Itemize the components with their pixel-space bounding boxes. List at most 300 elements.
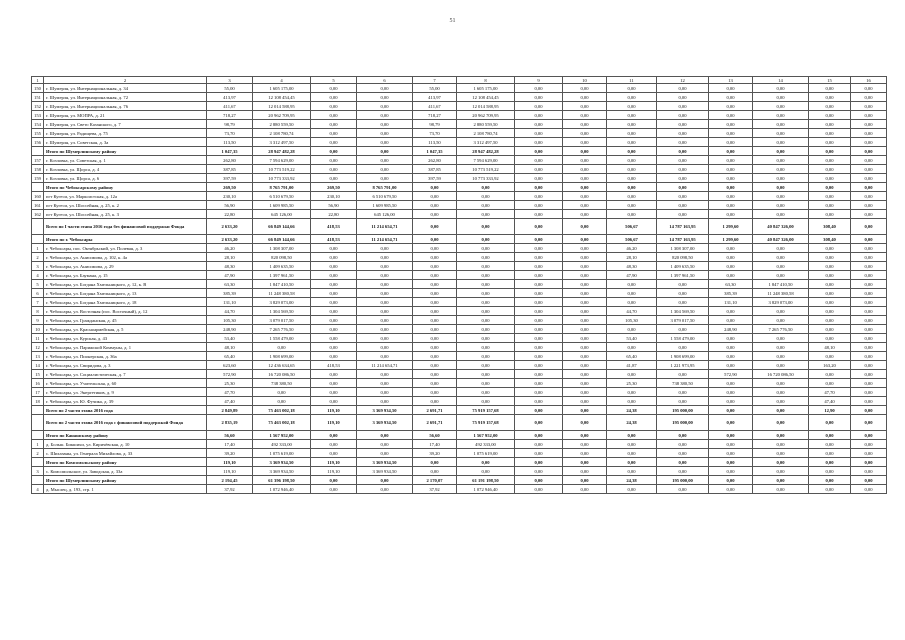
value-cell: 0,00 bbox=[851, 352, 887, 361]
value-cell: 0,00 bbox=[563, 174, 607, 183]
value-cell: 0,00 bbox=[515, 183, 563, 192]
column-header: 11 bbox=[607, 77, 657, 84]
value-cell: 55,00 bbox=[413, 84, 457, 93]
value-cell: 1 567 952,00 bbox=[457, 431, 515, 440]
value-cell: 0,00 bbox=[457, 253, 515, 262]
row-number-cell: 15 bbox=[32, 370, 44, 379]
column-number-row bbox=[32, 77, 887, 84]
value-cell: 0,00 bbox=[657, 485, 709, 494]
value-cell: 0,00 bbox=[357, 370, 413, 379]
value-cell: 308,40 bbox=[809, 219, 851, 235]
value-cell: 119,10 bbox=[311, 458, 357, 467]
value-cell: 66 849 144,66 bbox=[253, 235, 311, 244]
value-cell: 3 829 073,00 bbox=[753, 298, 809, 307]
value-cell: 0,00 bbox=[253, 397, 311, 406]
table-row bbox=[32, 262, 887, 271]
column-header: 12 bbox=[657, 77, 709, 84]
value-cell: 0,00 bbox=[413, 325, 457, 334]
value-cell: 0,00 bbox=[809, 120, 851, 129]
value-cell: 0,00 bbox=[311, 476, 357, 485]
value-cell: 0,00 bbox=[311, 111, 357, 120]
value-cell: 0,00 bbox=[709, 361, 753, 370]
value-cell: 738 380,50 bbox=[253, 379, 311, 388]
value-cell: 0,00 bbox=[515, 467, 563, 476]
value-cell: 0,00 bbox=[709, 307, 753, 316]
value-cell: 0,00 bbox=[515, 449, 563, 458]
value-cell: 0,00 bbox=[413, 244, 457, 253]
value-cell: 0,00 bbox=[809, 485, 851, 494]
value-cell: 0,00 bbox=[515, 316, 563, 325]
value-cell: 0,00 bbox=[657, 289, 709, 298]
table-row bbox=[32, 102, 887, 111]
value-cell: 230,10 bbox=[311, 192, 357, 201]
value-cell: 0,00 bbox=[709, 253, 753, 262]
value-cell: 0,00 bbox=[753, 102, 809, 111]
value-cell: 0,00 bbox=[709, 201, 753, 210]
value-cell: 0,00 bbox=[457, 262, 515, 271]
value-cell: 0,00 bbox=[253, 343, 311, 352]
value-cell: 47,70 bbox=[207, 388, 253, 397]
value-cell: 0,00 bbox=[809, 192, 851, 201]
value-cell: 0,00 bbox=[515, 361, 563, 370]
value-cell: 0,00 bbox=[563, 485, 607, 494]
value-cell: 41,87 bbox=[607, 361, 657, 370]
value-cell: 0,00 bbox=[607, 388, 657, 397]
value-cell: 0,00 bbox=[709, 210, 753, 219]
value-cell: 0,00 bbox=[515, 201, 563, 210]
value-cell: 163,20 bbox=[809, 361, 851, 370]
value-cell: 0,00 bbox=[311, 370, 357, 379]
value-cell: 411,67 bbox=[413, 102, 457, 111]
value-cell: 0,00 bbox=[563, 111, 607, 120]
address-cell: г. Чебоксары, ул. Богдана Хмельницкого, д. 13 bbox=[44, 289, 207, 298]
value-cell: 0,00 bbox=[809, 183, 851, 192]
value-cell: 63,30 bbox=[709, 280, 753, 289]
value-cell: 0,00 bbox=[709, 406, 753, 415]
value-cell: 0,00 bbox=[357, 298, 413, 307]
value-cell: 105,30 bbox=[607, 316, 657, 325]
value-cell: 0,00 bbox=[413, 289, 457, 298]
value-cell: 17,40 bbox=[413, 440, 457, 449]
value-cell: 1 299,60 bbox=[709, 235, 753, 244]
value-cell: 1 308 307,00 bbox=[253, 244, 311, 253]
value-cell: 3 369 934,50 bbox=[357, 467, 413, 476]
value-cell: 0,00 bbox=[709, 415, 753, 431]
value-cell: 0,00 bbox=[851, 467, 887, 476]
value-cell: 7 265 776,50 bbox=[753, 325, 809, 334]
value-cell: 387,85 bbox=[207, 165, 253, 174]
column-header: 14 bbox=[753, 77, 809, 84]
value-cell: 0,00 bbox=[709, 431, 753, 440]
value-cell: 1 072 946,40 bbox=[253, 485, 311, 494]
value-cell: 0,00 bbox=[563, 192, 607, 201]
value-cell: 0,00 bbox=[753, 307, 809, 316]
value-cell: 1 072 946,40 bbox=[457, 485, 515, 494]
value-cell: 0,00 bbox=[753, 165, 809, 174]
value-cell: 0,00 bbox=[515, 458, 563, 467]
value-cell: 28,10 bbox=[607, 253, 657, 262]
value-cell: 0,00 bbox=[311, 334, 357, 343]
value-cell: 0,00 bbox=[457, 235, 515, 244]
table-row bbox=[32, 120, 887, 129]
value-cell: 28 947 482,28 bbox=[457, 147, 515, 156]
value-cell: 10 773 519,22 bbox=[457, 165, 515, 174]
value-cell: 262,80 bbox=[207, 156, 253, 165]
value-cell: 75 463 002,18 bbox=[253, 406, 311, 415]
value-cell: 1 609 985,50 bbox=[357, 201, 413, 210]
value-cell: 56,90 bbox=[207, 201, 253, 210]
data-table bbox=[31, 76, 887, 494]
value-cell: 0,00 bbox=[851, 156, 887, 165]
value-cell: 0,00 bbox=[457, 192, 515, 201]
value-cell: 0,00 bbox=[607, 298, 657, 307]
value-cell: 1 221 973,95 bbox=[657, 361, 709, 370]
value-cell: 0,00 bbox=[709, 111, 753, 120]
row-number-cell: 4 bbox=[32, 271, 44, 280]
value-cell: 3 312 497,50 bbox=[253, 138, 311, 147]
value-cell: 0,00 bbox=[809, 253, 851, 262]
value-cell: 645 126,00 bbox=[357, 210, 413, 219]
value-cell: 0,00 bbox=[515, 431, 563, 440]
value-cell: 0,00 bbox=[809, 111, 851, 120]
value-cell: 0,00 bbox=[657, 449, 709, 458]
value-cell: 56,90 bbox=[311, 201, 357, 210]
value-cell: 738 380,50 bbox=[657, 379, 709, 388]
column-header: 4 bbox=[253, 77, 311, 84]
value-cell: 0,00 bbox=[657, 192, 709, 201]
address-cell: г. Шумерля, ул. Советская, д. 3а bbox=[44, 138, 207, 147]
value-cell: 113,50 bbox=[413, 138, 457, 147]
value-cell: 0,00 bbox=[753, 352, 809, 361]
value-cell: 7 594 629,00 bbox=[457, 156, 515, 165]
value-cell: 0,00 bbox=[311, 397, 357, 406]
value-cell: 0,00 bbox=[311, 253, 357, 262]
value-cell: 0,00 bbox=[657, 120, 709, 129]
value-cell: 0,00 bbox=[753, 397, 809, 406]
value-cell: 1 409 635,50 bbox=[657, 262, 709, 271]
value-cell: 195 000,00 bbox=[657, 406, 709, 415]
value-cell: 0,00 bbox=[657, 165, 709, 174]
value-cell: 0,00 bbox=[563, 289, 607, 298]
value-cell: 0,00 bbox=[607, 129, 657, 138]
value-cell: 0,00 bbox=[709, 165, 753, 174]
value-cell: 0,00 bbox=[809, 280, 851, 289]
address-cell: пгт Кугеси, ул. Шоссейная, д. 25, к. 2 bbox=[44, 201, 207, 210]
table-row bbox=[32, 379, 887, 388]
value-cell: 0,00 bbox=[607, 156, 657, 165]
value-cell: 0,00 bbox=[413, 298, 457, 307]
value-cell: 14 787 163,95 bbox=[657, 219, 709, 235]
address-cell: г. Шумерля, ул. Интернациональная, д. 72 bbox=[44, 93, 207, 102]
value-cell: 0,00 bbox=[357, 440, 413, 449]
value-cell: 131,10 bbox=[709, 298, 753, 307]
address-cell: Всего по 2 части этапа 2016 года bbox=[44, 406, 207, 415]
value-cell: 39,20 bbox=[207, 449, 253, 458]
value-cell: 119,10 bbox=[207, 458, 253, 467]
value-cell: 0,00 bbox=[753, 174, 809, 183]
value-cell: 0,00 bbox=[457, 298, 515, 307]
value-cell: 0,00 bbox=[809, 93, 851, 102]
column-header: 13 bbox=[709, 77, 753, 84]
value-cell: 0,00 bbox=[563, 201, 607, 210]
value-cell: 0,00 bbox=[607, 467, 657, 476]
address-cell: г. Чебоксары, ул. Восточная (пос. Восточный), д. 12 bbox=[44, 307, 207, 316]
address-cell: Всего по I части этапа 2016 года без финансовой поддержки Фонда bbox=[44, 219, 207, 235]
value-cell: 0,00 bbox=[563, 271, 607, 280]
value-cell: 0,00 bbox=[851, 174, 887, 183]
address-cell: г. Козловка, ул. Советская, д. 1 bbox=[44, 156, 207, 165]
row-number-cell: 157 bbox=[32, 156, 44, 165]
value-cell: 0,00 bbox=[607, 280, 657, 289]
value-cell: 98,79 bbox=[413, 120, 457, 129]
value-cell: 0,00 bbox=[515, 111, 563, 120]
value-cell: 0,00 bbox=[753, 120, 809, 129]
value-cell: 119,10 bbox=[311, 467, 357, 476]
table-row bbox=[32, 174, 887, 183]
row-number-cell: 2 bbox=[32, 449, 44, 458]
value-cell: 0,00 bbox=[709, 183, 753, 192]
address-cell: Итого по г. Чебоксары bbox=[44, 235, 207, 244]
value-cell: 0,00 bbox=[311, 138, 357, 147]
value-cell: 2 170,07 bbox=[413, 476, 457, 485]
value-cell: 0,00 bbox=[851, 307, 887, 316]
value-cell: 1 847 410,50 bbox=[253, 280, 311, 289]
value-cell: 413,97 bbox=[207, 93, 253, 102]
value-cell: 0,00 bbox=[709, 147, 753, 156]
value-cell: 0,00 bbox=[457, 183, 515, 192]
row-number-cell bbox=[32, 458, 44, 467]
value-cell: 0,00 bbox=[709, 343, 753, 352]
table-row bbox=[32, 138, 887, 147]
value-cell: 0,00 bbox=[753, 244, 809, 253]
value-cell: 0,00 bbox=[753, 334, 809, 343]
value-cell: 0,00 bbox=[413, 210, 457, 219]
value-cell: 0,00 bbox=[809, 431, 851, 440]
value-cell: 0,00 bbox=[457, 219, 515, 235]
value-cell: 0,00 bbox=[457, 361, 515, 370]
value-cell: 0,00 bbox=[311, 129, 357, 138]
value-cell: 0,00 bbox=[809, 334, 851, 343]
value-cell: 387,85 bbox=[413, 165, 457, 174]
value-cell: 2 108 780,74 bbox=[457, 129, 515, 138]
value-cell: 0,00 bbox=[709, 467, 753, 476]
value-cell: 113,50 bbox=[207, 138, 253, 147]
value-cell: 0,00 bbox=[357, 147, 413, 156]
value-cell: 0,00 bbox=[563, 325, 607, 334]
address-cell: г. Шумерля, ул. Интернациональная, д. 76 bbox=[44, 102, 207, 111]
value-cell: 0,00 bbox=[563, 406, 607, 415]
value-cell: 0,00 bbox=[709, 334, 753, 343]
address-cell: г. Чебоксары, ул. Ю. Фучика, д. 39 bbox=[44, 397, 207, 406]
value-cell: 0,00 bbox=[311, 120, 357, 129]
row-number-cell: 151 bbox=[32, 93, 44, 102]
value-cell: 0,00 bbox=[563, 210, 607, 219]
value-cell: 1 558 479,00 bbox=[657, 334, 709, 343]
value-cell: 0,00 bbox=[457, 397, 515, 406]
value-cell: 63,30 bbox=[207, 280, 253, 289]
value-cell: 0,00 bbox=[657, 138, 709, 147]
address-cell: пгт Кугеси, ул. Марксистская, д. 12а bbox=[44, 192, 207, 201]
row-number-cell: 11 bbox=[32, 334, 44, 343]
column-header: 15 bbox=[809, 77, 851, 84]
value-cell: 0,00 bbox=[311, 325, 357, 334]
value-cell: 0,00 bbox=[809, 262, 851, 271]
value-cell: 12 108 454,45 bbox=[457, 93, 515, 102]
value-cell: 0,00 bbox=[709, 271, 753, 280]
value-cell: 0,00 bbox=[753, 262, 809, 271]
value-cell: 75 919 157,68 bbox=[457, 415, 515, 431]
value-cell: 3 079 017,50 bbox=[657, 316, 709, 325]
value-cell: 0,00 bbox=[607, 440, 657, 449]
value-cell: 0,00 bbox=[607, 343, 657, 352]
table-row bbox=[32, 192, 887, 201]
value-cell: 20 962 709,95 bbox=[253, 111, 311, 120]
value-cell: 0,00 bbox=[809, 244, 851, 253]
value-cell: 0,00 bbox=[413, 262, 457, 271]
value-cell: 0,00 bbox=[563, 379, 607, 388]
subtotal-row bbox=[32, 183, 887, 192]
value-cell: 0,00 bbox=[357, 271, 413, 280]
value-cell: 0,00 bbox=[809, 415, 851, 431]
value-cell: 0,00 bbox=[413, 379, 457, 388]
value-cell: 0,00 bbox=[311, 280, 357, 289]
value-cell: 0,00 bbox=[851, 379, 887, 388]
value-cell: 20 962 709,95 bbox=[457, 111, 515, 120]
value-cell: 0,00 bbox=[357, 138, 413, 147]
value-cell: 572,90 bbox=[207, 370, 253, 379]
row-number-cell: 17 bbox=[32, 388, 44, 397]
value-cell: 0,00 bbox=[515, 244, 563, 253]
value-cell: 0,00 bbox=[357, 397, 413, 406]
column-header: 8 bbox=[457, 77, 515, 84]
value-cell: 3 312 497,50 bbox=[457, 138, 515, 147]
value-cell: 385,39 bbox=[709, 289, 753, 298]
value-cell: 66 849 144,66 bbox=[253, 219, 311, 235]
value-cell: 0,00 bbox=[413, 253, 457, 262]
value-cell: 0,00 bbox=[311, 379, 357, 388]
value-cell: 0,00 bbox=[851, 343, 887, 352]
value-cell: 0,00 bbox=[563, 467, 607, 476]
value-cell: 24,38 bbox=[607, 476, 657, 485]
value-cell: 0,00 bbox=[457, 289, 515, 298]
value-cell: 25,30 bbox=[607, 379, 657, 388]
value-cell: 0,00 bbox=[657, 325, 709, 334]
value-cell: 0,00 bbox=[357, 449, 413, 458]
value-cell: 0,00 bbox=[357, 174, 413, 183]
value-cell: 0,00 bbox=[357, 476, 413, 485]
value-cell: 0,00 bbox=[851, 210, 887, 219]
value-cell: 0,00 bbox=[311, 244, 357, 253]
value-cell: 0,00 bbox=[809, 156, 851, 165]
value-cell: 0,00 bbox=[413, 235, 457, 244]
value-cell: 3 829 073,00 bbox=[253, 298, 311, 307]
value-cell: 0,00 bbox=[515, 192, 563, 201]
value-cell: 12 436 634,65 bbox=[253, 361, 311, 370]
value-cell: 0,00 bbox=[515, 147, 563, 156]
subtotal-row bbox=[32, 406, 887, 415]
column-header: 7 bbox=[413, 77, 457, 84]
value-cell: 0,00 bbox=[311, 307, 357, 316]
value-cell: 0,00 bbox=[457, 271, 515, 280]
value-cell: 2 633,20 bbox=[207, 219, 253, 235]
value-cell: 0,00 bbox=[311, 289, 357, 298]
value-cell: 269,50 bbox=[207, 183, 253, 192]
row-number-cell: 12 bbox=[32, 343, 44, 352]
row-number-cell: 16 bbox=[32, 379, 44, 388]
value-cell: 11 214 654,71 bbox=[357, 219, 413, 235]
value-cell: 1 299,60 bbox=[709, 219, 753, 235]
row-number-cell: 1 bbox=[32, 244, 44, 253]
value-cell: 0,00 bbox=[311, 262, 357, 271]
value-cell: 195 000,00 bbox=[657, 415, 709, 431]
column-header: 10 bbox=[563, 77, 607, 84]
value-cell: 44,70 bbox=[207, 307, 253, 316]
value-cell: 0,00 bbox=[563, 129, 607, 138]
value-cell: 0,00 bbox=[457, 370, 515, 379]
value-cell: 0,00 bbox=[413, 388, 457, 397]
value-cell: 0,00 bbox=[253, 388, 311, 397]
value-cell: 3 369 934,50 bbox=[357, 415, 413, 431]
value-cell: 24,38 bbox=[607, 415, 657, 431]
value-cell: 0,00 bbox=[753, 467, 809, 476]
value-cell: 0,00 bbox=[515, 415, 563, 431]
value-cell: 0,00 bbox=[607, 370, 657, 379]
value-cell: 0,00 bbox=[413, 183, 457, 192]
row-number-cell: 154 bbox=[32, 120, 44, 129]
value-cell: 75 463 002,18 bbox=[253, 415, 311, 431]
value-cell: 0,00 bbox=[809, 467, 851, 476]
value-cell: 0,00 bbox=[753, 183, 809, 192]
value-cell: 44,70 bbox=[607, 307, 657, 316]
value-cell: 0,00 bbox=[515, 210, 563, 219]
value-cell: 0,00 bbox=[457, 280, 515, 289]
value-cell: 0,00 bbox=[753, 129, 809, 138]
value-cell: 0,00 bbox=[357, 111, 413, 120]
value-cell: 195 000,00 bbox=[657, 476, 709, 485]
value-cell: 0,00 bbox=[563, 138, 607, 147]
row-number-cell: 150 bbox=[32, 84, 44, 93]
value-cell: 48,30 bbox=[207, 262, 253, 271]
value-cell: 0,00 bbox=[515, 138, 563, 147]
value-cell: 0,00 bbox=[357, 431, 413, 440]
value-cell: 0,00 bbox=[515, 280, 563, 289]
value-cell: 0,00 bbox=[851, 431, 887, 440]
value-cell: 0,00 bbox=[563, 262, 607, 271]
table-row bbox=[32, 201, 887, 210]
value-cell: 0,00 bbox=[709, 174, 753, 183]
row-number-cell: 9 bbox=[32, 316, 44, 325]
value-cell: 0,00 bbox=[851, 111, 887, 120]
value-cell: 0,00 bbox=[607, 485, 657, 494]
value-cell: 0,00 bbox=[851, 147, 887, 156]
value-cell: 8 765 791,00 bbox=[253, 183, 311, 192]
value-cell: 0,00 bbox=[851, 316, 887, 325]
value-cell: 418,53 bbox=[311, 235, 357, 244]
value-cell: 0,00 bbox=[851, 183, 887, 192]
value-cell: 0,00 bbox=[413, 307, 457, 316]
address-cell: г. Чебоксары, ул. Гражданская, д. 45 bbox=[44, 316, 207, 325]
value-cell: 0,00 bbox=[809, 165, 851, 174]
value-cell: 22,80 bbox=[207, 210, 253, 219]
value-cell: 0,00 bbox=[709, 397, 753, 406]
value-cell: 0,00 bbox=[607, 111, 657, 120]
value-cell: 0,00 bbox=[357, 307, 413, 316]
table-row bbox=[32, 325, 887, 334]
value-cell: 0,00 bbox=[515, 120, 563, 129]
value-cell: 61 191 198,50 bbox=[457, 476, 515, 485]
value-cell: 0,00 bbox=[709, 120, 753, 129]
value-cell: 0,00 bbox=[563, 93, 607, 102]
